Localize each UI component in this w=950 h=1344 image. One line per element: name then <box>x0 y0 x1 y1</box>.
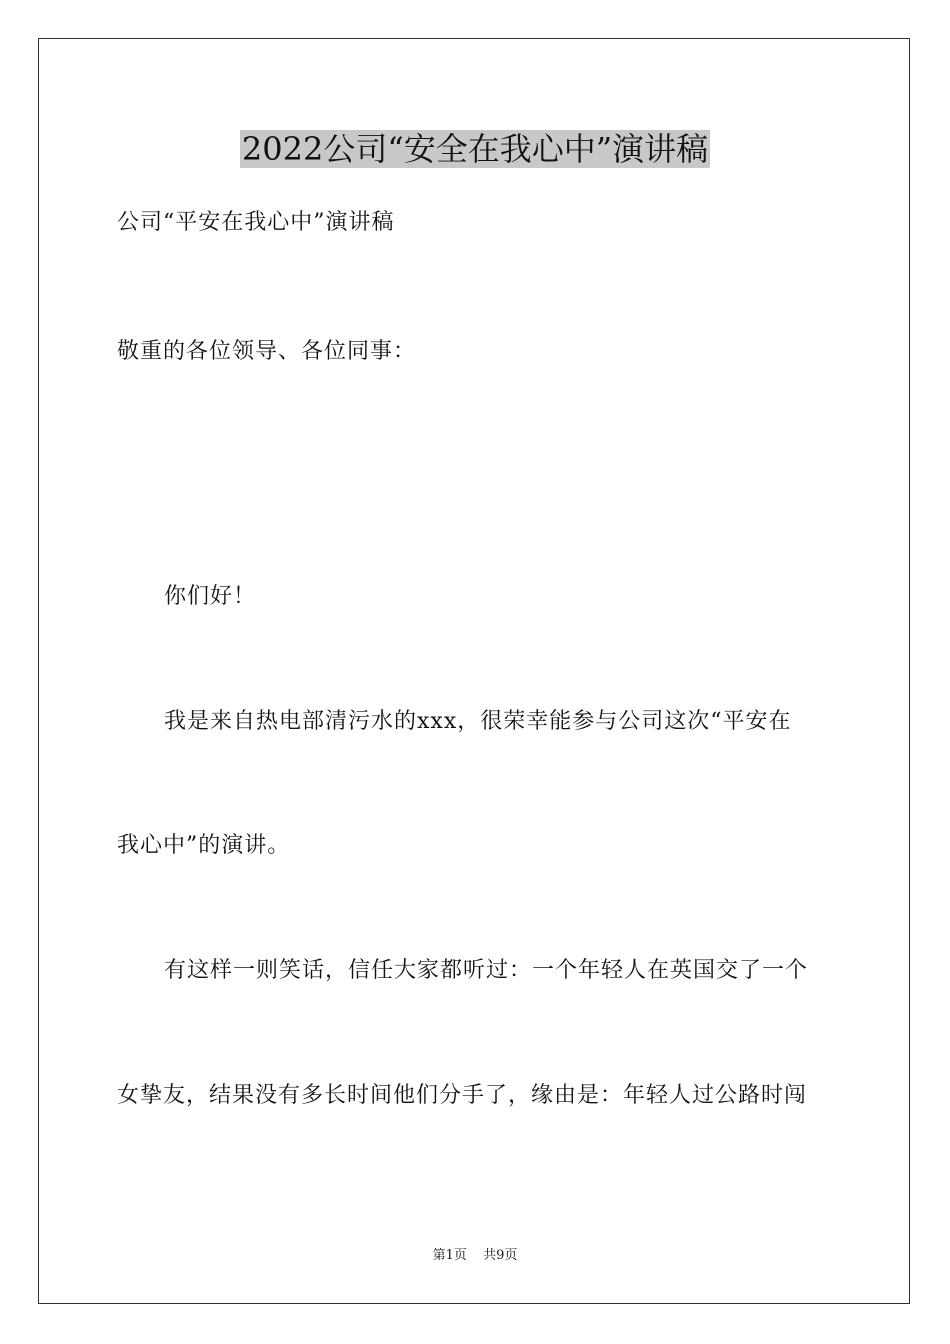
subtitle-paragraph: 公司“平安在我心中”演讲稿 <box>117 210 395 235</box>
story-paragraph-line2: 女挚友，结果没有多长时间他们分手了，缘由是：年轻人过公路时闯 <box>117 1083 808 1108</box>
document-title <box>0 127 950 171</box>
total-pages: 共9页 <box>483 1248 518 1263</box>
story-paragraph-line1: 有这样一则笑话，信任大家都听过：一个年轻人在英国交了一个 <box>164 958 809 983</box>
intro-paragraph-line1: 我是来自热电部清污水的xxx，很荣幸能参与公司这次“平安在 <box>164 709 792 734</box>
intro-paragraph-line2: 我心中”的演讲。 <box>117 833 291 858</box>
page-number: 第1页 <box>432 1248 467 1263</box>
salutation-paragraph: 敬重的各位领导、各位同事： <box>117 339 417 364</box>
greeting-paragraph: 你们好！ <box>164 584 257 609</box>
page-footer <box>0 1247 950 1265</box>
document-title-text: 2022公司“安全在我心中”演讲稿 <box>241 130 709 168</box>
